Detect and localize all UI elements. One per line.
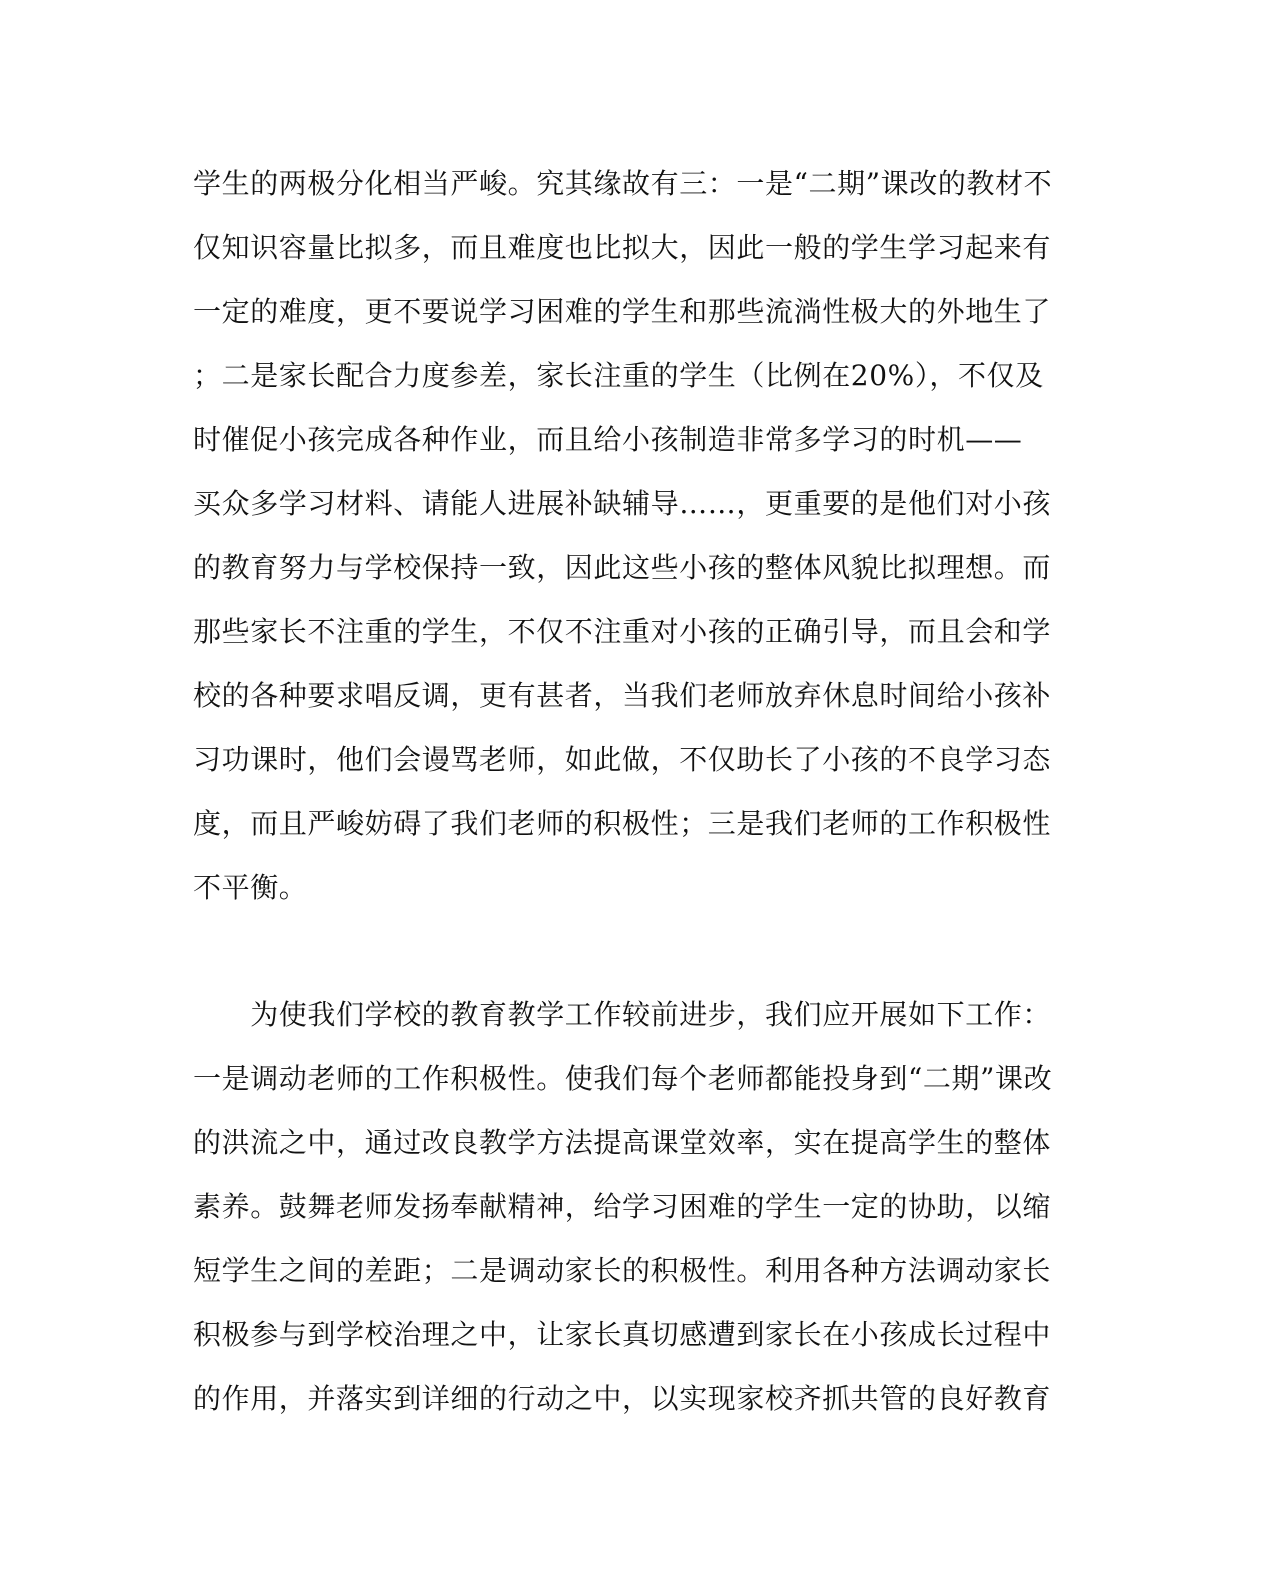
text-line: 度，而且严峻妨碍了我们老师的积极性；三是我们老师的工作积极性 bbox=[193, 807, 1052, 840]
text-line: 一定的难度，更不要说学习困难的学生和那些流淌性极大的外地生了 bbox=[193, 295, 1052, 328]
text-line: 为使我们学校的教育教学工作较前进步，我们应开展如下工作： bbox=[193, 998, 1052, 1031]
text-line: 素养。鼓舞老师发扬奉献精神，给学习困难的学生一定的协助，以缩 bbox=[193, 1190, 1052, 1223]
text-line: ；二是家长配合力度参差，家长注重的学生（比例在20%），不仅及 bbox=[193, 359, 1044, 392]
text-line: 仅知识容量比拟多，而且难度也比拟大，因此一般的学生学习起来有 bbox=[193, 231, 1052, 264]
text-line: 积极参与到学校治理之中，让家长真切感遭到家长在小孩成长过程中 bbox=[193, 1318, 1052, 1351]
text-line: 不平衡。 bbox=[193, 871, 308, 904]
text-line: 一是调动老师的工作积极性。使我们每个老师都能投身到“二期”课改 bbox=[193, 1062, 1053, 1095]
text-line: 时催促小孩完成各种作业，而且给小孩制造非常多学习的时机—— bbox=[193, 423, 1023, 456]
paragraph-2 bbox=[193, 983, 1063, 1431]
text-line: 短学生之间的差距；二是调动家长的积极性。利用各种方法调动家长 bbox=[193, 1254, 1052, 1287]
text-line: 的洪流之中，通过改良教学方法提高课堂效率，实在提高学生的整体 bbox=[193, 1126, 1052, 1159]
text-line: 买众多学习材料、请能人进展补缺辅导……，更重要的是他们对小孩 bbox=[193, 487, 1052, 520]
text-line: 学生的两极分化相当严峻。究其缘故有三：一是“二期”课改的教材不 bbox=[193, 167, 1053, 200]
text-line: 的作用，并落实到详细的行动之中，以实现家校齐抓共管的良好教育 bbox=[193, 1382, 1052, 1415]
text-line: 校的各种要求唱反调，更有甚者，当我们老师放弃休息时间给小孩补 bbox=[193, 679, 1052, 712]
text-line: 那些家长不注重的学生，不仅不注重对小孩的正确引导，而且会和学 bbox=[193, 615, 1052, 648]
text-line: 的教育努力与学校保持一致，因此这些小孩的整体风貌比拟理想。而 bbox=[193, 551, 1052, 584]
paragraph-1 bbox=[193, 152, 1063, 920]
text-line: 习功课时，他们会谩骂老师，如此做，不仅助长了小孩的不良学习态 bbox=[193, 743, 1052, 776]
